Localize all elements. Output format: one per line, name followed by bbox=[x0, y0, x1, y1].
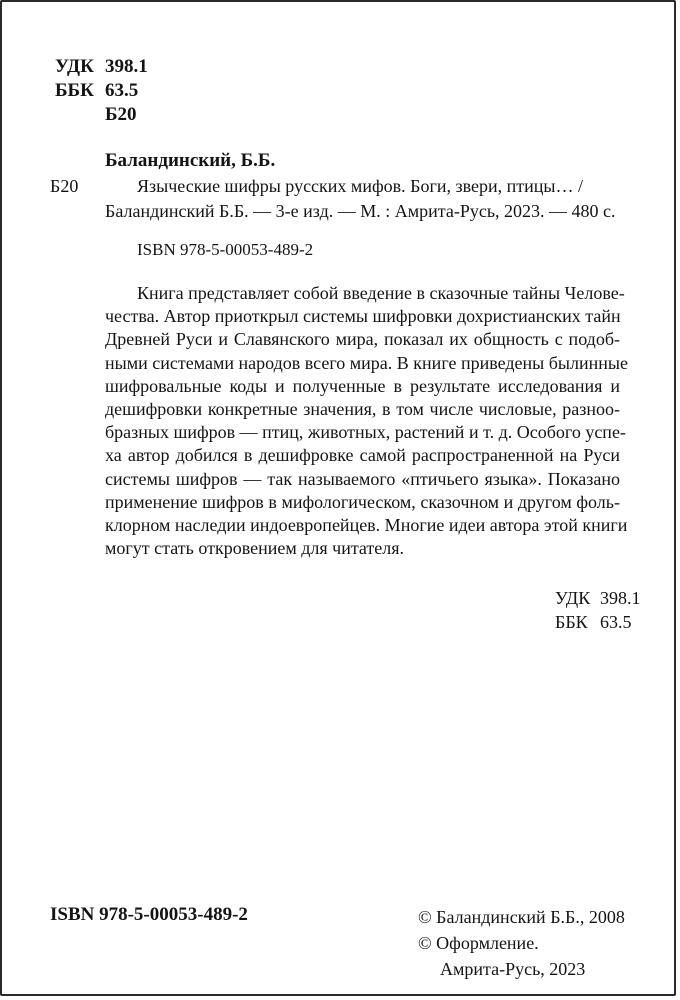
record-title: Языческие шифры русских мифов. Боги, звери, птицы… / bbox=[137, 176, 583, 196]
bottom-bbk-row bbox=[555, 610, 641, 634]
footer-isbn: ISBN 978-5-00053-489-2 bbox=[50, 904, 248, 925]
annotation-line: клорном наследии индоевропейцев. Многие идеи автора этой книги bbox=[105, 515, 628, 536]
annotation-line: бразных шифров — птиц, животных, растений и т. д. Особого успе- bbox=[105, 422, 626, 443]
udk-value: 398.1 bbox=[105, 56, 148, 77]
annotation-line: могут стать откровением для читателя. bbox=[105, 538, 405, 559]
bottom-bbk-value: 63.5 bbox=[600, 612, 632, 632]
copyright-author: © Баландинский Б.Б., 2008 bbox=[418, 907, 625, 927]
udk-row bbox=[55, 55, 148, 79]
bottom-udk-label: УДК bbox=[555, 588, 591, 608]
annotation-line: Древней Руси и Славянского мира, показал их общность с подоб- bbox=[105, 329, 620, 350]
record-shelf-mark: Б20 bbox=[50, 176, 79, 196]
annotation-line: шифровальные коды и полученные в результате исследования и bbox=[105, 375, 620, 396]
bottom-udk-value: 398.1 bbox=[600, 588, 641, 608]
annotation-line: чества. Автор приоткрыл системы шифровки дохристианских тайн bbox=[105, 306, 621, 327]
copyright-block bbox=[418, 904, 625, 982]
bbk-value: 63.5 bbox=[105, 80, 139, 101]
copyright-publisher: Амрита-Русь, 2023 bbox=[440, 959, 586, 979]
annotation-line: системы шифров — так называемого «птичьего языка». Показано bbox=[105, 468, 620, 489]
copyright-design: © Оформление. bbox=[418, 933, 539, 953]
annotation-line: Книга представляет собой введение в сказочные тайны Челове- bbox=[137, 283, 625, 303]
annotation-line: ными системами народов всего мира. В книге приведены былинные bbox=[105, 352, 628, 373]
udk-label: УДК bbox=[55, 56, 94, 77]
bottom-classification-codes bbox=[555, 586, 641, 634]
author-mark: Б20 bbox=[105, 104, 137, 125]
annotation-text bbox=[105, 282, 628, 560]
record-publication: Баландинский Б.Б. — 3-е изд. — М. : Амрита-Русь, 2023. — 480 с. bbox=[105, 201, 616, 221]
record-isbn: ISBN 978-5-00053-489-2 bbox=[137, 240, 314, 259]
bbk-row bbox=[55, 79, 148, 103]
annotation-line: применение шифров в мифологическом, сказочном и другом фоль- bbox=[105, 491, 620, 512]
author-mark-row bbox=[55, 103, 148, 127]
record-author: Баландинский, Б.Б. bbox=[105, 150, 276, 171]
top-classification-codes bbox=[55, 55, 148, 127]
annotation-line: ха автор добился в дешифровке самой распространенной на Руси bbox=[105, 445, 620, 466]
annotation-line: дешифровки конкретные значения, в том числе числовые, разноо- bbox=[105, 399, 620, 420]
bbk-label: ББК bbox=[55, 80, 94, 101]
bottom-udk-row bbox=[555, 586, 641, 610]
bottom-bbk-label: ББК bbox=[555, 612, 588, 632]
